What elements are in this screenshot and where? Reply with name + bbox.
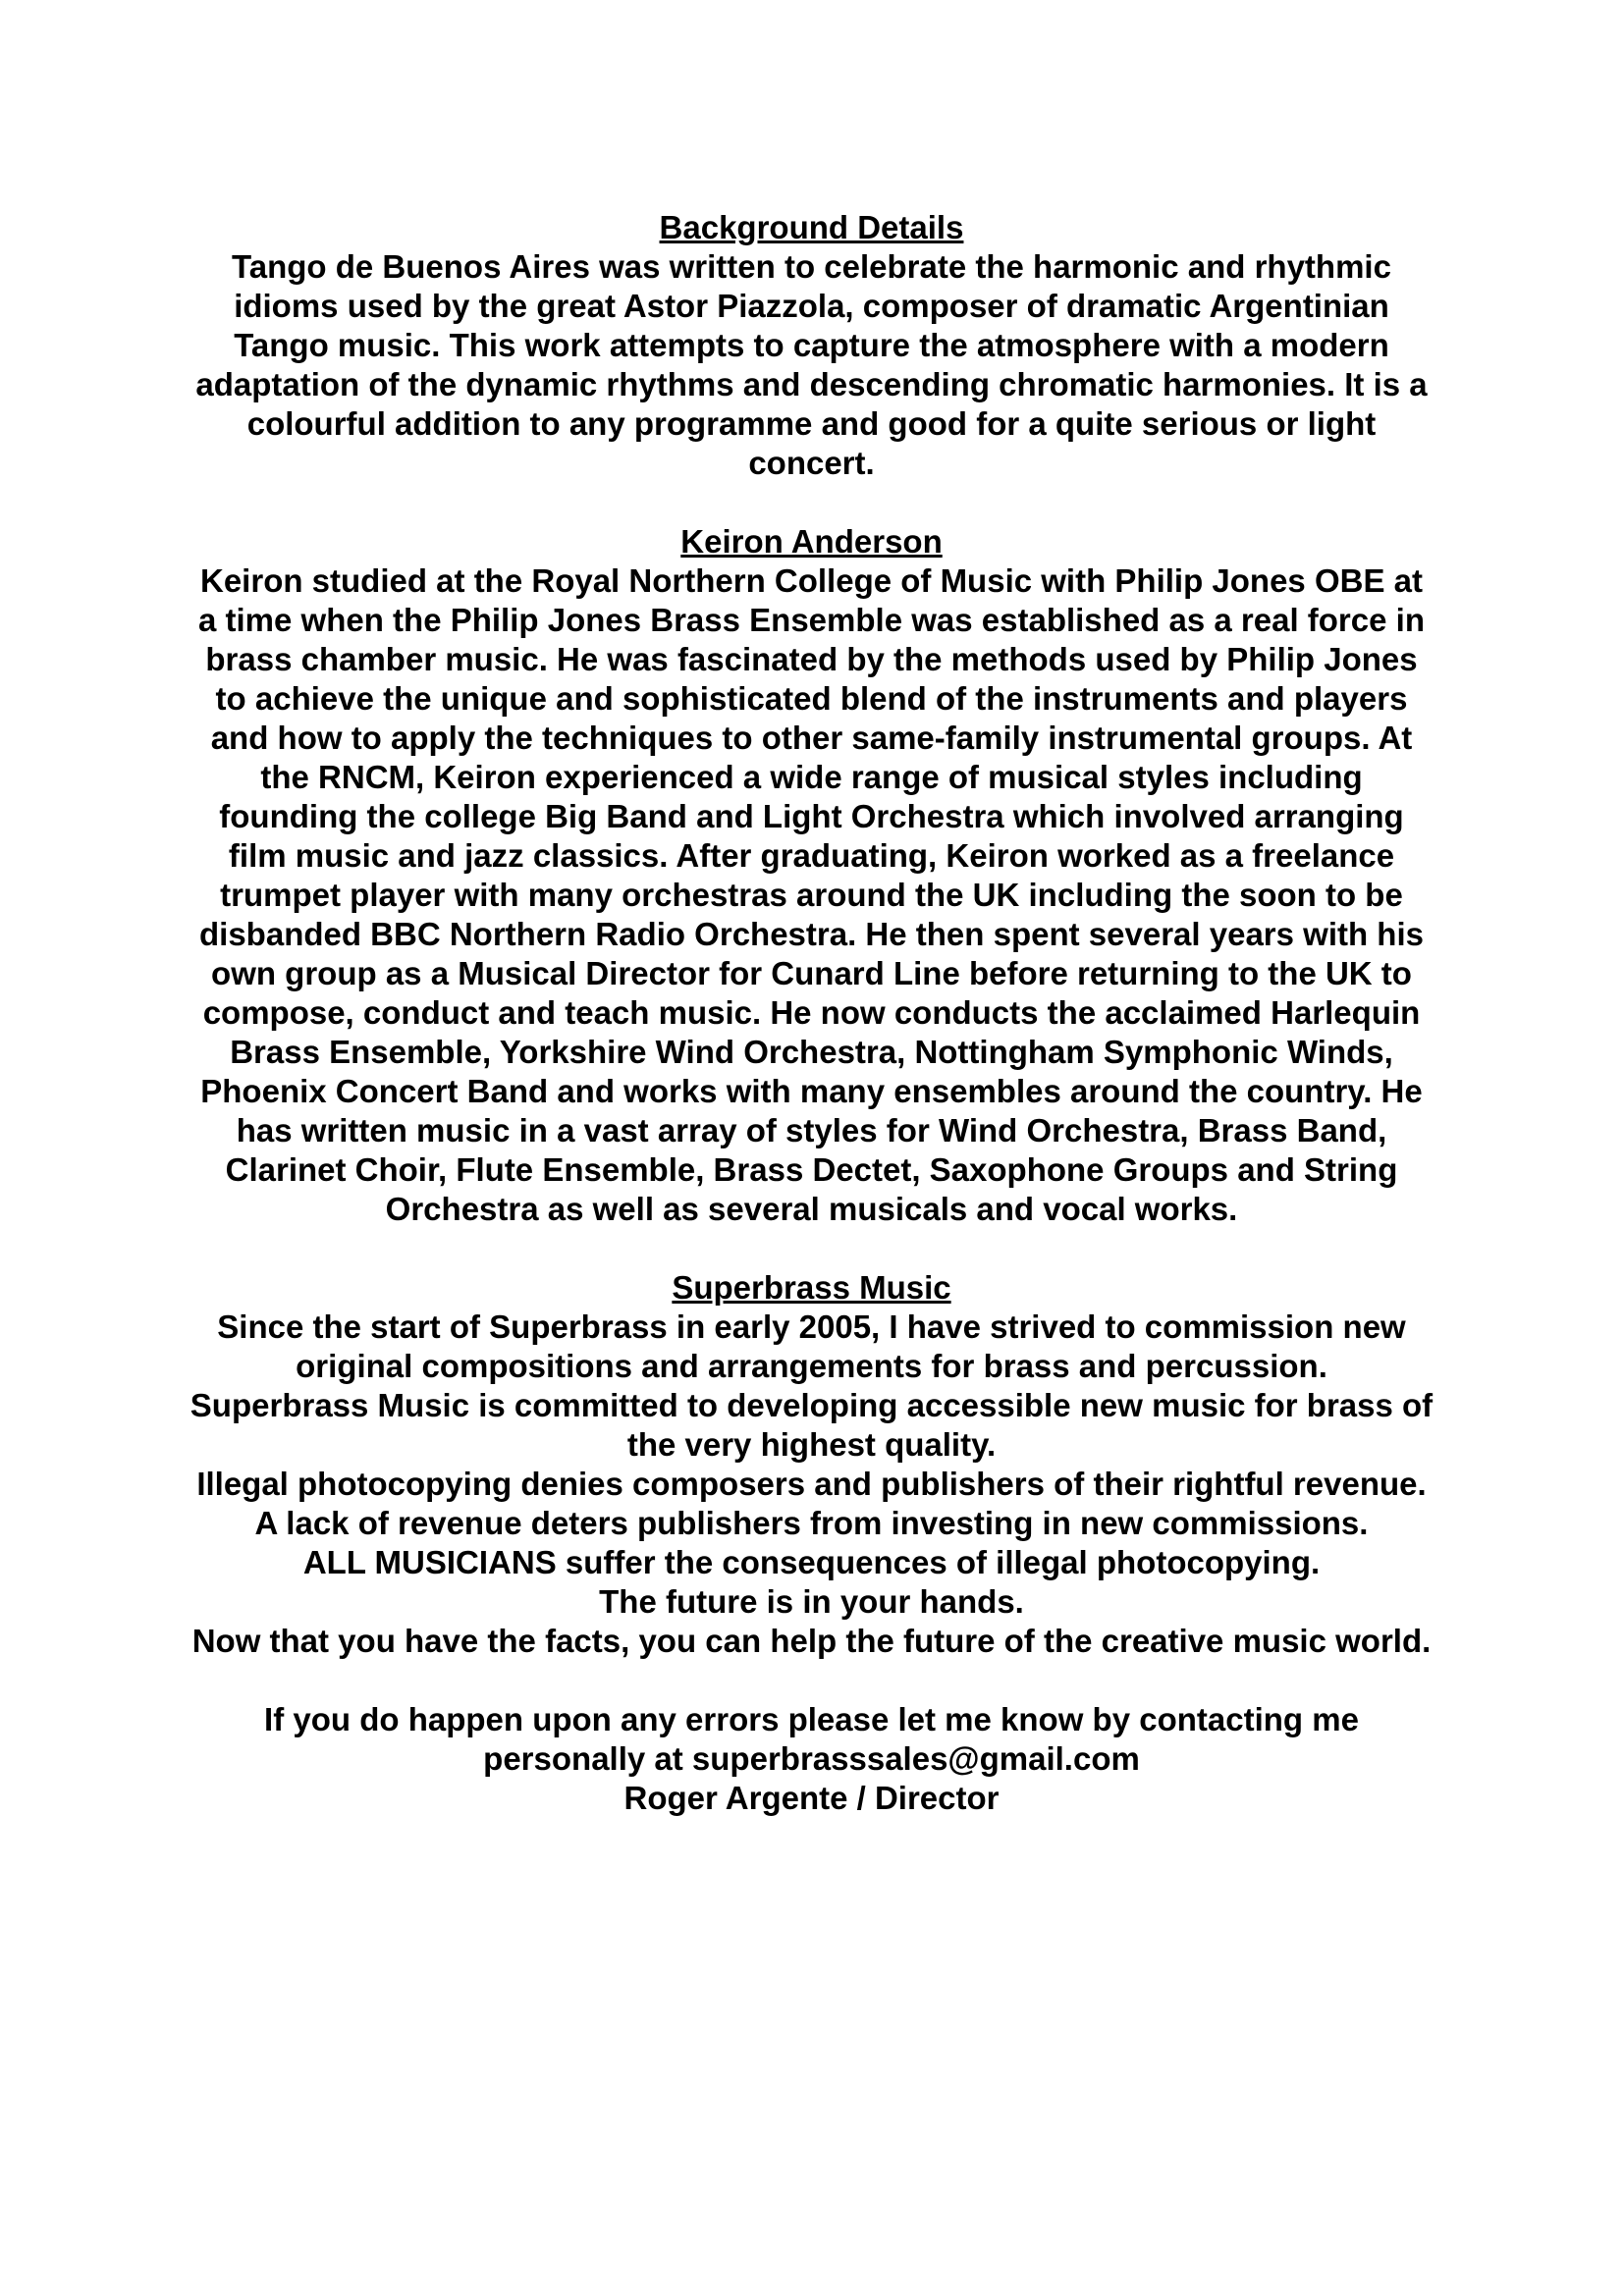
composer-line: Orchestra as well as several musicals and vocal works. <box>385 1191 1238 1227</box>
composer-line: the RNCM, Keiron experienced a wide range of musical styles including <box>260 759 1363 795</box>
background-line: adaptation of the dynamic rhythms and descending chromatic harmonies. It is a <box>195 366 1428 402</box>
composer-line: and how to apply the techniques to other same-family instrumental groups. At <box>210 720 1413 756</box>
publisher-section <box>118 1268 1505 1661</box>
document-page <box>118 208 1505 1857</box>
background-line: colourful addition to any programme and good for a quite serious or light <box>246 405 1377 442</box>
publisher-line: Since the start of Superbrass in early 2005, I have strived to commission new <box>217 1308 1406 1345</box>
composer-line: a time when the Philip Jones Brass Ensemble was established as a real force in <box>198 602 1425 638</box>
background-line: Tango music. This work attempts to capture the atmosphere with a modern <box>234 327 1389 363</box>
composer-line: brass chamber music. He was fascinated by the methods used by Philip Jones <box>205 641 1418 677</box>
composer-line: disbanded BBC Northern Radio Orchestra. He then spent several years with his <box>199 916 1424 952</box>
publisher-line: Now that you have the facts, you can help the future of the creative music world. <box>191 1623 1432 1659</box>
contact-email-prefix: personally at <box>483 1740 692 1777</box>
publisher-line: The future is in your hands. <box>599 1583 1024 1620</box>
composer-line: Brass Ensemble, Yorkshire Wind Orchestra, Nottingham Symphonic Winds, <box>230 1034 1393 1070</box>
composer-line: own group as a Musical Director for Cunard Line before returning to the UK to <box>211 955 1412 991</box>
composer-line: founding the college Big Band and Light Orchestra which involved arranging <box>219 798 1404 834</box>
background-section <box>118 208 1505 483</box>
background-heading: Background Details <box>659 209 964 245</box>
contact-email-line <box>118 1739 1505 1779</box>
publisher-line: the very highest quality. <box>626 1426 997 1463</box>
publisher-heading: Superbrass Music <box>672 1269 951 1306</box>
contact-email-link[interactable]: superbrasssales@gmail.com <box>691 1740 1140 1777</box>
composer-line: trumpet player with many orchestras around the UK including the soon to be <box>220 877 1403 913</box>
composer-line: Phoenix Concert Band and works with many ensembles around the country. He <box>200 1073 1423 1109</box>
composer-line: to achieve the unique and sophisticated blend of the instruments and players <box>215 680 1408 717</box>
background-line: concert. <box>748 445 875 481</box>
signature: Roger Argente / Director <box>623 1780 1000 1816</box>
contact-line: If you do happen upon any errors please let me know by contacting me <box>264 1701 1359 1737</box>
publisher-line: Illegal photocopying denies composers and publishers of their rightful revenue. <box>196 1466 1427 1502</box>
contact-section <box>118 1700 1505 1818</box>
publisher-line: Superbrass Music is committed to developing accessible new music for brass of <box>189 1387 1434 1423</box>
publisher-line: original compositions and arrangements for brass and percussion. <box>296 1348 1327 1384</box>
publisher-line: A lack of revenue deters publishers from investing in new commissions. <box>254 1505 1369 1541</box>
composer-heading: Keiron Anderson <box>680 523 943 560</box>
composer-line: film music and jazz classics. After graduating, Keiron worked as a freelance <box>228 837 1395 874</box>
composer-line: Clarinet Choir, Flute Ensemble, Brass Dectet, Saxophone Groups and String <box>225 1151 1398 1188</box>
background-line: Tango de Buenos Aires was written to celebrate the harmonic and rhythmic <box>232 248 1391 285</box>
composer-line: has written music in a vast array of styles for Wind Orchestra, Brass Band, <box>236 1112 1387 1148</box>
composer-section <box>118 522 1505 1229</box>
background-line: idioms used by the great Astor Piazzola, composer of dramatic Argentinian <box>234 288 1389 324</box>
composer-line: compose, conduct and teach music. He now conducts the acclaimed Harlequin <box>202 994 1421 1031</box>
publisher-line: ALL MUSICIANS suffer the consequences of illegal photocopying. <box>302 1544 1321 1580</box>
composer-line: Keiron studied at the Royal Northern College of Music with Philip Jones OBE at <box>200 562 1423 599</box>
